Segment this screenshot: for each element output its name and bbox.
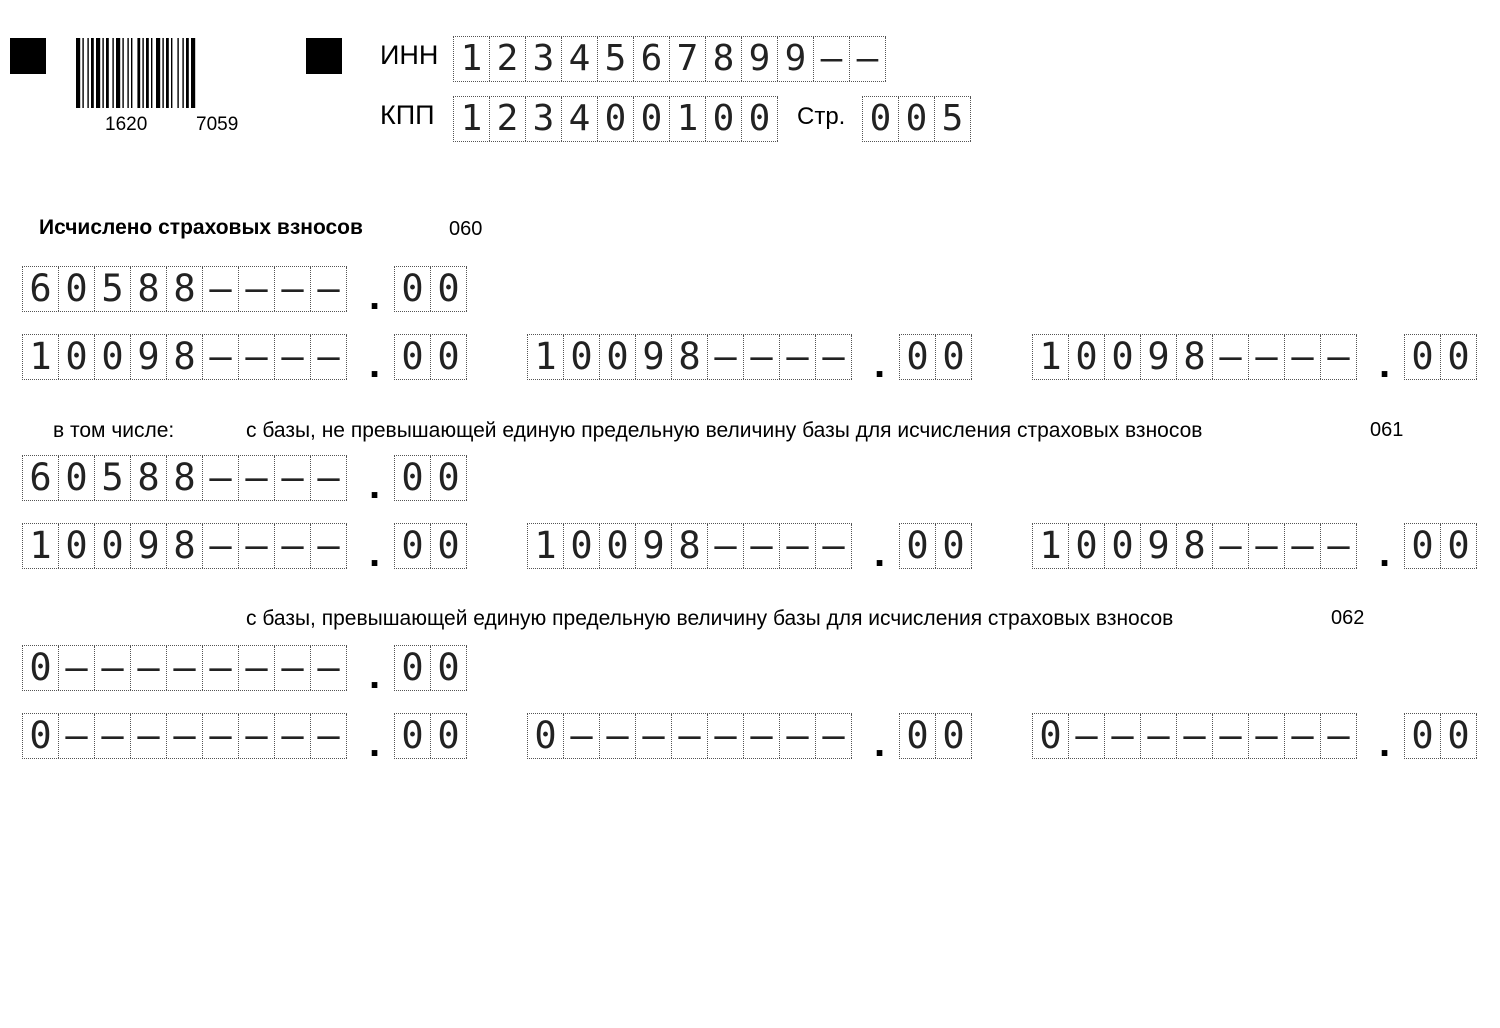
barcode-bar bbox=[76, 38, 80, 108]
barcode-bar bbox=[122, 38, 123, 108]
field-061-month-3-integer[interactable] bbox=[1032, 523, 1357, 569]
inn-field-cell[interactable]: 9 bbox=[742, 37, 778, 81]
field-062-month-2-integer-cell[interactable]: – bbox=[636, 714, 672, 758]
field-061-month-3-integer-cell[interactable]: – bbox=[1285, 524, 1321, 568]
field-060-month-3-integer-cell[interactable]: 8 bbox=[1177, 335, 1213, 379]
field-061-month-3-integer-cell[interactable]: – bbox=[1321, 524, 1357, 568]
field-062-month-1-integer[interactable] bbox=[22, 713, 347, 759]
field-061-month-3-integer-cell[interactable]: – bbox=[1249, 524, 1285, 568]
field-062-month-1-integer-cell[interactable]: 0 bbox=[23, 714, 59, 758]
field-060-month-1-decimal-cell[interactable]: 0 bbox=[395, 335, 431, 379]
field-062-month-1-integer-cell[interactable]: – bbox=[311, 714, 347, 758]
field-061-month-3-decimal-cell[interactable]: 0 bbox=[1405, 524, 1441, 568]
field-061-total-integer-cell[interactable]: 5 bbox=[95, 456, 131, 500]
barcode-bar bbox=[191, 38, 195, 108]
field-062-month-2-decimal-cell[interactable]: 0 bbox=[900, 714, 936, 758]
field-062-month-3-integer-cell[interactable]: – bbox=[1285, 714, 1321, 758]
kpp-field-cell[interactable]: 1 bbox=[670, 97, 706, 141]
field-061-month-3-decimal-separator: . bbox=[1379, 531, 1391, 575]
field-061-total-integer-cell[interactable]: 8 bbox=[131, 456, 167, 500]
field-060-month-2-integer-cell[interactable]: 0 bbox=[564, 335, 600, 379]
field-060-month-1-integer-cell[interactable]: 1 bbox=[23, 335, 59, 379]
field-062-month-2-integer-cell[interactable]: – bbox=[600, 714, 636, 758]
field-062-total-integer-cell[interactable]: – bbox=[275, 646, 311, 690]
field-060-month-1-integer-cell[interactable]: – bbox=[203, 335, 239, 379]
field-061-total-integer-cell[interactable]: 8 bbox=[167, 456, 203, 500]
field-060-total-integer-cell[interactable]: – bbox=[203, 267, 239, 311]
field-060-month-3-integer-cell[interactable]: 0 bbox=[1105, 335, 1141, 379]
barcode-bar bbox=[127, 38, 128, 108]
field-060-total-decimal-separator: . bbox=[369, 274, 381, 318]
field-060-month-3-decimal-separator: . bbox=[1379, 342, 1391, 386]
field-060-month-1-integer-cell[interactable]: 0 bbox=[59, 335, 95, 379]
field-061-month-1-integer[interactable] bbox=[22, 523, 347, 569]
barcode bbox=[76, 38, 246, 116]
barcode-number-left: 1620 bbox=[105, 114, 148, 135]
field-060-total-integer-cell[interactable]: 0 bbox=[59, 267, 95, 311]
field-060-month-2-integer-cell[interactable]: 1 bbox=[528, 335, 564, 379]
barcode-bar bbox=[106, 38, 109, 108]
field-062-month-3-integer-cell[interactable]: 0 bbox=[1033, 714, 1069, 758]
kpp-field-cell[interactable]: 1 bbox=[454, 97, 490, 141]
field-061-total-integer-cell[interactable]: 6 bbox=[23, 456, 59, 500]
field-062-month-3-integer-cell[interactable]: – bbox=[1177, 714, 1213, 758]
field-061-month-2-integer-cell[interactable]: 0 bbox=[600, 524, 636, 568]
field-061-total-integer-cell[interactable]: – bbox=[311, 456, 347, 500]
field-060-month-3-integer-cell[interactable]: – bbox=[1213, 335, 1249, 379]
field-062-month-2-integer-cell[interactable]: – bbox=[780, 714, 816, 758]
field-062-month-3-decimal[interactable] bbox=[1404, 713, 1477, 759]
field-060-month-2-integer-cell[interactable]: – bbox=[816, 335, 852, 379]
section-060-title: Исчислено страховых взносов bbox=[39, 216, 363, 239]
field-061-month-2-decimal[interactable] bbox=[899, 523, 972, 569]
field-061-month-1-integer-cell[interactable]: 1 bbox=[23, 524, 59, 568]
field-061-month-2-integer-cell[interactable]: 8 bbox=[672, 524, 708, 568]
field-062-month-3-integer-cell[interactable]: – bbox=[1321, 714, 1357, 758]
field-060-month-1-decimal[interactable] bbox=[394, 334, 467, 380]
field-061-total-integer-cell[interactable]: – bbox=[203, 456, 239, 500]
field-062-month-2-decimal-cell[interactable]: 0 bbox=[936, 714, 972, 758]
field-062-month-2-decimal-separator: . bbox=[874, 721, 886, 765]
field-062-month-1-decimal-cell[interactable]: 0 bbox=[395, 714, 431, 758]
barcode-bar bbox=[186, 38, 189, 108]
section-061-code: 061 bbox=[1370, 419, 1404, 441]
field-062-total-decimal[interactable] bbox=[394, 645, 467, 691]
field-061-month-1-integer-cell[interactable]: – bbox=[203, 524, 239, 568]
field-062-month-3-decimal-cell[interactable]: 0 bbox=[1405, 714, 1441, 758]
field-060-month-1-decimal-cell[interactable]: 0 bbox=[431, 335, 467, 379]
field-062-total-integer-cell[interactable]: – bbox=[311, 646, 347, 690]
page-number-field-cell[interactable]: 0 bbox=[899, 97, 935, 141]
field-062-month-3-integer-cell[interactable]: – bbox=[1105, 714, 1141, 758]
field-060-month-2-decimal[interactable] bbox=[899, 334, 972, 380]
field-060-total-integer-cell[interactable]: 8 bbox=[167, 267, 203, 311]
field-061-month-1-integer-cell[interactable]: – bbox=[275, 524, 311, 568]
field-062-total-integer-cell[interactable]: – bbox=[167, 646, 203, 690]
field-061-month-3-integer-cell[interactable]: 9 bbox=[1141, 524, 1177, 568]
field-061-month-2-decimal-separator: . bbox=[874, 531, 886, 575]
field-062-month-1-integer-cell[interactable]: – bbox=[203, 714, 239, 758]
barcode-bar bbox=[177, 38, 178, 108]
registration-marker-left bbox=[10, 38, 46, 74]
field-062-month-2-integer-cell[interactable]: – bbox=[816, 714, 852, 758]
field-062-total-integer[interactable] bbox=[22, 645, 347, 691]
barcode-bar bbox=[162, 38, 163, 108]
field-061-month-2-integer-cell[interactable]: – bbox=[780, 524, 816, 568]
field-062-month-1-integer-cell[interactable]: – bbox=[59, 714, 95, 758]
field-060-month-2-decimal-cell[interactable]: 0 bbox=[900, 335, 936, 379]
field-062-total-integer-cell[interactable]: 0 bbox=[23, 646, 59, 690]
field-062-total-integer-cell[interactable]: – bbox=[239, 646, 275, 690]
field-060-month-2-integer-cell[interactable]: – bbox=[744, 335, 780, 379]
field-062-total-decimal-separator: . bbox=[369, 653, 381, 697]
barcode-bar bbox=[82, 38, 83, 108]
field-062-month-3-integer-cell[interactable]: – bbox=[1069, 714, 1105, 758]
field-060-month-3-integer-cell[interactable]: – bbox=[1249, 335, 1285, 379]
section-060-code: 060 bbox=[449, 218, 483, 240]
inn-field-cell[interactable]: 5 bbox=[598, 37, 634, 81]
field-062-month-1-decimal-cell[interactable]: 0 bbox=[431, 714, 467, 758]
inn-field-cell[interactable]: 3 bbox=[526, 37, 562, 81]
field-062-month-2-integer-cell[interactable]: – bbox=[564, 714, 600, 758]
field-060-month-1-integer-cell[interactable]: 0 bbox=[95, 335, 131, 379]
barcode-bar bbox=[156, 38, 160, 108]
field-060-month-3-integer[interactable] bbox=[1032, 334, 1357, 380]
field-060-month-3-decimal-cell[interactable]: 0 bbox=[1405, 335, 1441, 379]
section-062-title: с базы, превышающей единую предельную величину базы для исчисления страховых взносов bbox=[246, 607, 1174, 630]
inn-field-cell[interactable]: 4 bbox=[562, 37, 598, 81]
field-061-month-3-decimal[interactable] bbox=[1404, 523, 1477, 569]
inn-field-cell[interactable]: 1 bbox=[454, 37, 490, 81]
field-061-month-1-integer-cell[interactable]: 9 bbox=[131, 524, 167, 568]
field-061-month-1-integer-cell[interactable]: 8 bbox=[167, 524, 203, 568]
kpp-field-cell[interactable]: 2 bbox=[490, 97, 526, 141]
field-060-month-2-integer-cell[interactable]: – bbox=[708, 335, 744, 379]
field-062-total-integer-cell[interactable]: – bbox=[59, 646, 95, 690]
barcode-number-right: 7059 bbox=[196, 114, 239, 135]
field-060-total-decimal[interactable] bbox=[394, 266, 467, 312]
kpp-field-cell[interactable]: 0 bbox=[706, 97, 742, 141]
page-number-field-cell[interactable]: 5 bbox=[935, 97, 971, 141]
inn-field-cell[interactable]: – bbox=[850, 37, 886, 81]
inn-field-cell[interactable]: 7 bbox=[670, 37, 706, 81]
barcode-bar bbox=[151, 38, 152, 108]
inn-field-cell[interactable]: 2 bbox=[490, 37, 526, 81]
field-060-month-2-integer-cell[interactable]: – bbox=[780, 335, 816, 379]
inn-label: ИНН bbox=[380, 40, 439, 70]
page-label: Стр. bbox=[797, 103, 846, 130]
field-060-month-3-decimal[interactable] bbox=[1404, 334, 1477, 380]
field-062-total-decimal-cell[interactable]: 0 bbox=[395, 646, 431, 690]
field-062-month-1-decimal[interactable] bbox=[394, 713, 467, 759]
field-060-total-decimal-cell[interactable]: 0 bbox=[395, 267, 431, 311]
field-062-total-integer-cell[interactable]: – bbox=[95, 646, 131, 690]
barcode-bar bbox=[171, 38, 172, 108]
barcode-bar bbox=[166, 38, 169, 108]
field-061-month-1-integer-cell[interactable]: – bbox=[239, 524, 275, 568]
field-062-month-1-integer-cell[interactable]: – bbox=[239, 714, 275, 758]
field-062-total-integer-cell[interactable]: – bbox=[131, 646, 167, 690]
field-061-total-integer-cell[interactable]: 0 bbox=[59, 456, 95, 500]
inn-field-cell[interactable]: 9 bbox=[778, 37, 814, 81]
field-061-month-1-integer-cell[interactable]: – bbox=[311, 524, 347, 568]
section-061-prefix: в том числе: bbox=[53, 419, 175, 442]
field-060-total-integer[interactable] bbox=[22, 266, 347, 312]
field-062-month-2-integer-cell[interactable]: – bbox=[672, 714, 708, 758]
field-060-month-3-integer-cell[interactable]: – bbox=[1321, 335, 1357, 379]
field-062-month-3-integer[interactable] bbox=[1032, 713, 1357, 759]
field-061-month-2-decimal-cell[interactable]: 0 bbox=[900, 524, 936, 568]
field-062-month-2-integer-cell[interactable]: 0 bbox=[528, 714, 564, 758]
barcode-bar bbox=[142, 38, 143, 108]
field-060-month-1-integer-cell[interactable]: 8 bbox=[167, 335, 203, 379]
field-061-month-2-integer-cell[interactable]: 1 bbox=[528, 524, 564, 568]
field-061-total-decimal-cell[interactable]: 0 bbox=[395, 456, 431, 500]
field-060-month-2-integer-cell[interactable]: 0 bbox=[600, 335, 636, 379]
barcode-bar bbox=[102, 38, 103, 108]
field-061-month-2-integer-cell[interactable]: – bbox=[744, 524, 780, 568]
field-060-month-1-integer-cell[interactable]: 9 bbox=[131, 335, 167, 379]
field-061-month-3-integer-cell[interactable]: 1 bbox=[1033, 524, 1069, 568]
field-060-total-integer-cell[interactable]: – bbox=[311, 267, 347, 311]
field-061-total-integer-cell[interactable]: – bbox=[239, 456, 275, 500]
field-061-total-decimal-separator: . bbox=[369, 463, 381, 507]
field-061-month-3-integer-cell[interactable]: 8 bbox=[1177, 524, 1213, 568]
field-062-month-2-integer[interactable] bbox=[527, 713, 852, 759]
field-060-month-1-integer[interactable] bbox=[22, 334, 347, 380]
kpp-field-cell[interactable]: 3 bbox=[526, 97, 562, 141]
field-062-month-3-decimal-separator: . bbox=[1379, 721, 1391, 765]
field-060-month-3-integer-cell[interactable]: – bbox=[1285, 335, 1321, 379]
field-060-month-3-integer-cell[interactable]: 1 bbox=[1033, 335, 1069, 379]
barcode-bar bbox=[87, 38, 88, 108]
kpp-field-cell[interactable]: 0 bbox=[598, 97, 634, 141]
field-061-month-1-decimal-separator: . bbox=[369, 531, 381, 575]
field-061-total-integer-cell[interactable]: – bbox=[275, 456, 311, 500]
field-060-month-2-integer[interactable] bbox=[527, 334, 852, 380]
field-061-total-decimal[interactable] bbox=[394, 455, 467, 501]
registration-marker-right bbox=[306, 38, 342, 74]
field-062-month-3-decimal-cell[interactable]: 0 bbox=[1441, 714, 1477, 758]
field-062-month-2-decimal[interactable] bbox=[899, 713, 972, 759]
field-061-month-2-integer[interactable] bbox=[527, 523, 852, 569]
inn-field-cell[interactable]: – bbox=[814, 37, 850, 81]
field-062-month-3-integer-cell[interactable]: – bbox=[1249, 714, 1285, 758]
inn-field[interactable] bbox=[453, 36, 886, 82]
inn-field-cell[interactable]: 6 bbox=[634, 37, 670, 81]
field-062-total-integer-cell[interactable]: – bbox=[203, 646, 239, 690]
barcode-bar bbox=[116, 38, 120, 108]
field-061-month-1-decimal-cell[interactable]: 0 bbox=[395, 524, 431, 568]
field-062-month-1-decimal-separator: . bbox=[369, 721, 381, 765]
page-number-field-cell[interactable]: 0 bbox=[863, 97, 899, 141]
kpp-field-cell[interactable]: 0 bbox=[634, 97, 670, 141]
field-060-total-integer-cell[interactable]: – bbox=[275, 267, 311, 311]
field-060-total-decimal-cell[interactable]: 0 bbox=[431, 267, 467, 311]
field-061-month-3-decimal-cell[interactable]: 0 bbox=[1441, 524, 1477, 568]
field-062-month-2-integer-cell[interactable]: – bbox=[744, 714, 780, 758]
field-061-month-2-integer-cell[interactable]: 0 bbox=[564, 524, 600, 568]
field-060-month-2-integer-cell[interactable]: 8 bbox=[672, 335, 708, 379]
barcode-bar bbox=[112, 38, 113, 108]
field-060-month-1-decimal-separator: . bbox=[369, 342, 381, 386]
field-061-month-3-integer-cell[interactable]: 0 bbox=[1105, 524, 1141, 568]
field-060-total-integer-cell[interactable]: 6 bbox=[23, 267, 59, 311]
kpp-field[interactable] bbox=[453, 96, 778, 142]
field-061-month-1-integer-cell[interactable]: 0 bbox=[59, 524, 95, 568]
field-061-month-1-decimal[interactable] bbox=[394, 523, 467, 569]
field-062-total-decimal-cell[interactable]: 0 bbox=[431, 646, 467, 690]
field-062-month-2-integer-cell[interactable]: – bbox=[708, 714, 744, 758]
kpp-field-cell[interactable]: 4 bbox=[562, 97, 598, 141]
field-062-month-3-integer-cell[interactable]: – bbox=[1141, 714, 1177, 758]
field-060-month-3-integer-cell[interactable]: 9 bbox=[1141, 335, 1177, 379]
field-062-month-1-integer-cell[interactable]: – bbox=[131, 714, 167, 758]
barcode-bar bbox=[91, 38, 94, 108]
field-061-month-2-integer-cell[interactable]: – bbox=[708, 524, 744, 568]
field-062-month-1-integer-cell[interactable]: – bbox=[167, 714, 203, 758]
field-061-total-integer[interactable] bbox=[22, 455, 347, 501]
barcode-bar bbox=[182, 38, 183, 108]
field-060-month-1-integer-cell[interactable]: – bbox=[311, 335, 347, 379]
field-061-month-1-decimal-cell[interactable]: 0 bbox=[431, 524, 467, 568]
kpp-field-cell[interactable]: 0 bbox=[742, 97, 778, 141]
section-061-title: с базы, не превышающей единую предельную величину базы для исчисления страховых взносов bbox=[246, 419, 1203, 442]
field-062-month-1-integer-cell[interactable]: – bbox=[275, 714, 311, 758]
field-061-month-2-integer-cell[interactable]: – bbox=[816, 524, 852, 568]
field-060-month-2-decimal-cell[interactable]: 0 bbox=[936, 335, 972, 379]
barcode-bar bbox=[96, 38, 100, 108]
field-061-total-decimal-cell[interactable]: 0 bbox=[431, 456, 467, 500]
section-062-code: 062 bbox=[1331, 607, 1365, 629]
field-061-month-3-integer-cell[interactable]: – bbox=[1213, 524, 1249, 568]
field-062-month-3-integer-cell[interactable]: – bbox=[1213, 714, 1249, 758]
field-061-month-3-integer-cell[interactable]: 0 bbox=[1069, 524, 1105, 568]
field-060-month-1-integer-cell[interactable]: – bbox=[275, 335, 311, 379]
page-number-field[interactable] bbox=[862, 96, 971, 142]
field-061-month-1-integer-cell[interactable]: 0 bbox=[95, 524, 131, 568]
barcode-bar bbox=[131, 38, 132, 108]
kpp-label: КПП bbox=[380, 100, 435, 130]
field-060-total-integer-cell[interactable]: 5 bbox=[95, 267, 131, 311]
field-060-total-integer-cell[interactable]: 8 bbox=[131, 267, 167, 311]
field-060-month-2-integer-cell[interactable]: 9 bbox=[636, 335, 672, 379]
barcode-bar bbox=[137, 38, 140, 108]
field-060-month-3-decimal-cell[interactable]: 0 bbox=[1441, 335, 1477, 379]
field-060-month-3-integer-cell[interactable]: 0 bbox=[1069, 335, 1105, 379]
field-060-total-integer-cell[interactable]: – bbox=[239, 267, 275, 311]
field-062-month-1-integer-cell[interactable]: – bbox=[95, 714, 131, 758]
barcode-bar bbox=[146, 38, 149, 108]
field-061-month-2-decimal-cell[interactable]: 0 bbox=[936, 524, 972, 568]
inn-field-cell[interactable]: 8 bbox=[706, 37, 742, 81]
field-060-month-2-decimal-separator: . bbox=[874, 342, 886, 386]
field-061-month-2-integer-cell[interactable]: 9 bbox=[636, 524, 672, 568]
field-060-month-1-integer-cell[interactable]: – bbox=[239, 335, 275, 379]
